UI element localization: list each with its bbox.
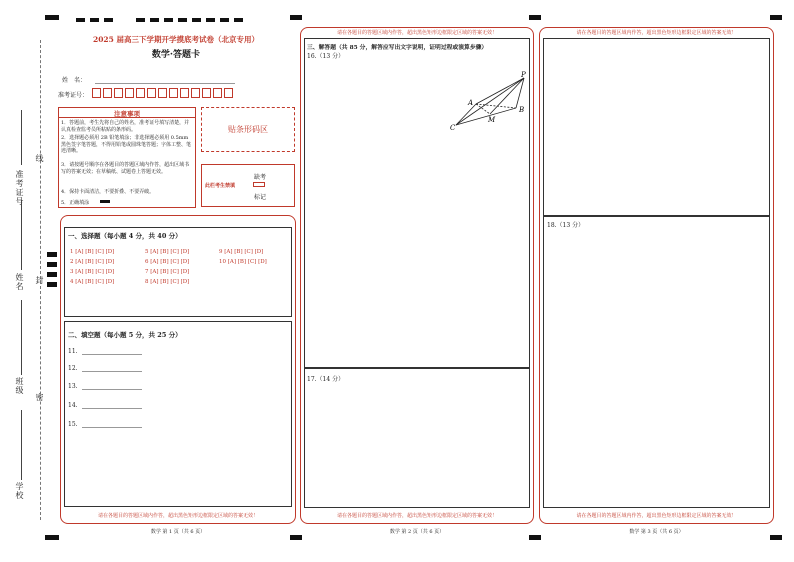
- choice-row[interactable]: 10 [A] [B] [C] [D]: [219, 259, 267, 265]
- side-mark: [47, 272, 57, 277]
- page-footer: 数学 第 3 页（共 6 页）: [629, 529, 684, 535]
- blank-label: 11.: [68, 348, 78, 355]
- notice-item: 1．答题前，考生先将自己的姓名，准考证号填写清楚，并认真检查监考员所粘贴的条形码。: [61, 120, 190, 133]
- exam-id-cell[interactable]: [169, 88, 178, 98]
- blank-field[interactable]: [82, 427, 142, 428]
- absent-word: 缺考: [254, 174, 267, 181]
- exam-id-cell[interactable]: [224, 88, 233, 98]
- page-subtitle: 数学·答题卡: [151, 50, 201, 60]
- registration-mark: [770, 535, 782, 540]
- registration-mark: [290, 535, 302, 540]
- side-mark: [47, 282, 57, 287]
- name-field[interactable]: [95, 83, 235, 84]
- label-B: B: [519, 106, 525, 114]
- side-line: [21, 110, 22, 165]
- registration-mark: [220, 18, 229, 22]
- registration-mark: [104, 18, 113, 22]
- notice-item: 5．正确填涂: [61, 200, 90, 206]
- warning-text: 请在各题目的答题区域内作答，超出黑色矩形边框限定区域的答案无效！: [576, 513, 737, 519]
- registration-mark: [90, 18, 99, 22]
- warning-text: 请在各题目的答题区域内作答，超出黑色矩形边框限定区域的答案无效！: [576, 30, 737, 36]
- geometry-figure: [448, 70, 530, 132]
- registration-mark: [234, 18, 243, 22]
- blank-field[interactable]: [82, 371, 142, 372]
- section1-title: 一、选择题（每小题 4 分，共 40 分）: [68, 232, 182, 240]
- exam-id-cell[interactable]: [158, 88, 167, 98]
- blank-label: 13.: [68, 383, 78, 390]
- q18-label: 18.（13 分）: [547, 222, 585, 229]
- label-A: A: [468, 99, 474, 107]
- choice-row[interactable]: 6 [A] [B] [C] [D]: [145, 259, 190, 265]
- blank-field[interactable]: [82, 389, 142, 390]
- side-mark: [47, 252, 57, 257]
- choice-row[interactable]: 4 [A] [B] [C] [D]: [70, 279, 115, 285]
- exam-id-cell[interactable]: [191, 88, 200, 98]
- q17-continued-area: [543, 38, 770, 216]
- fill-sample-mark: [100, 200, 110, 203]
- fill-blank-section: [64, 321, 292, 507]
- exam-id-cell[interactable]: [136, 88, 145, 98]
- notice-item: 4．保持卡面清洁，不要折叠、不要弄破。: [61, 189, 155, 195]
- exam-id-cell[interactable]: [92, 88, 101, 98]
- registration-mark: [76, 18, 85, 22]
- choice-row[interactable]: 7 [A] [B] [C] [D]: [145, 269, 190, 275]
- side-line: [21, 300, 22, 375]
- page-footer: 数学 第 1 页（共 6 页）: [150, 529, 206, 535]
- side-line: [21, 410, 22, 480]
- choice-row[interactable]: 2 [A] [B] [C] [D]: [70, 259, 115, 265]
- exam-id-cell[interactable]: [125, 88, 134, 98]
- registration-mark: [770, 15, 782, 20]
- exam-id-cell[interactable]: [180, 88, 189, 98]
- notice-divider: [58, 117, 196, 118]
- blank-field[interactable]: [82, 354, 142, 355]
- registration-mark: [45, 535, 59, 540]
- notice-title: 注意事项: [114, 110, 140, 118]
- choice-row[interactable]: 5 [A] [B] [C] [D]: [145, 249, 190, 255]
- choice-row[interactable]: 9 [A] [B] [C] [D]: [219, 249, 264, 255]
- page-title: 2025 届高三下学期开学摸底考试卷（北京专用）: [93, 35, 259, 44]
- absent-note: 此栏考生禁填: [205, 183, 236, 189]
- warning-text: 请在各题目的答题区域内作答，超出黑色矩形边框限定区域的答案无效！: [97, 513, 258, 519]
- exam-id-label: 准考证号：: [58, 92, 89, 99]
- label-C: C: [450, 124, 456, 132]
- blank-label: 14.: [68, 402, 78, 409]
- exam-id-cell[interactable]: [213, 88, 222, 98]
- edge-AP: [476, 78, 524, 104]
- blank-field[interactable]: [82, 408, 142, 409]
- side-label-class: 班级: [15, 377, 24, 395]
- side-mark-secret: 密: [35, 393, 44, 402]
- choice-row[interactable]: 3 [A] [B] [C] [D]: [70, 269, 115, 275]
- label-P: P: [521, 71, 526, 79]
- q17-area: [304, 368, 530, 508]
- side-mark-seal: 封: [35, 276, 44, 285]
- registration-mark: [529, 535, 541, 540]
- q18-area: [543, 216, 770, 508]
- side-mark: [47, 262, 57, 267]
- choice-row[interactable]: 8 [A] [B] [C] [D]: [145, 279, 190, 285]
- warning-text: 请在各题目的答题区域内作答，超出黑色矩形边框限定区域的答案无效！: [336, 513, 497, 519]
- side-mark-line: 线: [35, 154, 44, 163]
- warning-text: 请在各题目的答题区域内作答，超出黑色矩形边框限定区域的答案无效！: [336, 30, 497, 36]
- registration-mark: [178, 18, 187, 22]
- barcode-label: 贴条形码区: [228, 125, 268, 134]
- registration-mark: [206, 18, 215, 22]
- section3-title: 三、解答题（共 85 分，解答应写出文字说明，证明过程或演算步骤）: [307, 45, 488, 51]
- registration-mark: [529, 15, 541, 20]
- registration-mark: [290, 15, 302, 20]
- side-line: [21, 200, 22, 270]
- registration-mark: [150, 18, 159, 22]
- mark-word: 标记: [254, 194, 267, 201]
- edge-CB: [456, 108, 516, 125]
- exam-id-cell[interactable]: [147, 88, 156, 98]
- label-M: M: [488, 116, 496, 124]
- exam-id-cell[interactable]: [202, 88, 211, 98]
- notice-item: 3．请按题号顺序在各题目的答题区域内作答，超出区域书写的答案无效；在草稿纸、试题卷上答题无效。: [61, 162, 190, 175]
- registration-mark: [45, 15, 59, 20]
- side-label-school: 学校: [15, 482, 24, 500]
- choice-row[interactable]: 1 [A] [B] [C] [D]: [70, 249, 115, 255]
- absent-checkbox[interactable]: [253, 182, 265, 187]
- exam-id-cell[interactable]: [114, 88, 123, 98]
- blank-label: 12.: [68, 365, 78, 372]
- registration-mark: [164, 18, 173, 22]
- side-label-name: 姓名: [15, 273, 24, 291]
- q17-label: 17.（14 分）: [307, 376, 345, 383]
- blank-label: 15.: [68, 421, 78, 428]
- notice-item: 2．选择题必须用 2B 铅笔填涂；非选择题必须用 0.5mm 黑色签字笔答题，不得用铅笔或圆珠笔答题；字体工整、笔迹清晰。: [61, 135, 192, 154]
- q16-label: 16.（13 分）: [307, 53, 345, 60]
- side-label-exam-id: 准考证号: [15, 170, 24, 206]
- registration-mark: [192, 18, 201, 22]
- section2-title: 二、填空题（每小题 5 分，共 25 分）: [68, 331, 182, 339]
- name-label: 姓 名：: [62, 77, 87, 84]
- exam-id-boxes[interactable]: [92, 88, 242, 100]
- page-footer: 数学 第 2 页（共 6 页）: [389, 529, 445, 535]
- registration-mark: [136, 18, 145, 22]
- exam-id-cell[interactable]: [103, 88, 112, 98]
